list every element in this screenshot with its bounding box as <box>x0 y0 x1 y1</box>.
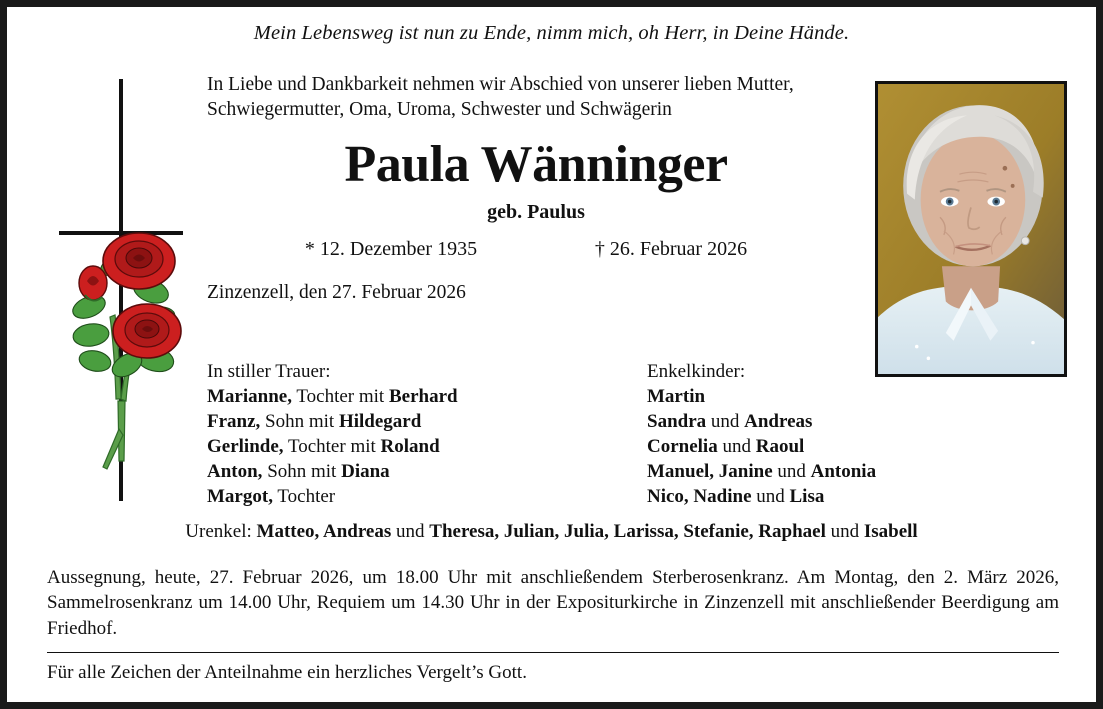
grandchild-row <box>647 384 1087 409</box>
mourner-row <box>207 484 647 509</box>
grandchild-row <box>647 434 1087 459</box>
mourner-row <box>207 459 647 484</box>
grandchild-name: Sandra <box>647 411 707 433</box>
mourner-partner: Roland <box>380 436 440 458</box>
grandchild-conjunction: und <box>751 486 790 508</box>
mourner-name: Gerlinde, <box>207 436 284 458</box>
notice-inner <box>7 7 1096 702</box>
funeral-details-text: Aussegnung, heute, 27. Februar 2026, um 18.00 Uhr mit anschließendem Sterberosenkranz. Am Montag, den 2. März 2026, Sammelrosenkranz um 14.00 Uhr, Requiem um 14.30 Uhr in der Expositurkirche in Zinzenzell mit anschließender Beerdigung am Friedhof. <box>47 567 1059 639</box>
grandchild-conjunction: und <box>706 411 745 433</box>
mourners-heading-family: In stiller Trauer: <box>207 361 331 382</box>
mourners-section <box>207 359 1087 509</box>
grandchild-row <box>647 409 1087 434</box>
mourner-relation: Tochter <box>272 486 336 508</box>
mourner-relation: Sohn mit <box>262 461 342 483</box>
main-text-block <box>207 73 865 304</box>
funeral-details <box>47 565 1059 641</box>
urenkel-label: Urenkel: <box>185 521 257 542</box>
mourner-name: Margot, <box>207 486 273 508</box>
mourner-name: Anton, <box>207 461 263 483</box>
mourners-column-grandchildren <box>647 359 1087 509</box>
memorial-quote: Mein Lebensweg ist nun zu Ende, nimm mich, oh Herr, in Deine Hände. <box>253 22 850 44</box>
rose-bud-left <box>79 266 107 301</box>
urenkel-group-3: Isabell <box>863 521 918 542</box>
mourner-partner: Diana <box>341 461 390 483</box>
urenkel-group-2: Theresa, Julian, Julia, Larissa, Stefanie, Raphael <box>429 521 826 542</box>
grandchild-name: Martin <box>647 386 706 408</box>
grandchild-partner: Raoul <box>755 436 805 458</box>
intro-text: In Liebe und Dankbarkeit nehmen wir Abschied von unserer lieben Mutter, Schwiegermutter, Oma, Uroma, Schwester und Schwägerin <box>207 74 794 120</box>
mourners-column-family <box>207 359 647 509</box>
mourner-row <box>207 434 647 459</box>
grandchild-partner: Lisa <box>789 486 825 508</box>
cross-with-roses-graphic <box>55 69 205 509</box>
portrait-photo <box>875 81 1067 377</box>
mourner-relation: Tochter mit <box>283 436 381 458</box>
mourner-name: Franz, <box>207 411 261 433</box>
deceased-name: Paula Wänninger <box>344 135 728 193</box>
mourners-heading-grandchildren: Enkelkinder: <box>647 361 746 382</box>
grandchild-row <box>647 484 1087 509</box>
grandchild-partner: Andreas <box>744 411 813 433</box>
great-grandchildren-line <box>7 521 1096 543</box>
rose-bloom-top <box>103 233 175 289</box>
mourner-partner: Hildegard <box>338 411 422 433</box>
place-and-date: Zinzenzell, den 27. Februar 2026 <box>207 282 466 304</box>
mourner-name: Marianne, <box>207 386 292 408</box>
urenkel-conjunction-2: und <box>825 521 864 542</box>
grandchild-conjunction: und <box>717 436 756 458</box>
grandchild-name: Cornelia <box>647 436 718 458</box>
mourner-relation: Sohn mit <box>260 411 339 433</box>
urenkel-conjunction-1: und <box>391 521 430 542</box>
divider-rule <box>47 652 1059 653</box>
grandchild-conjunction: und <box>772 461 811 483</box>
grandchild-row <box>647 459 1087 484</box>
mourner-row <box>207 384 647 409</box>
mourner-relation: Tochter mit <box>291 386 389 408</box>
birth-date: * 12. Dezember 1935 <box>304 238 478 261</box>
maiden-name: geb. Paulus <box>487 201 585 224</box>
grandchild-name: Manuel, Janine <box>647 461 773 483</box>
mourner-row <box>207 409 647 434</box>
death-date: † 26. Februar 2026 <box>594 238 748 261</box>
life-dates <box>207 238 865 261</box>
urenkel-group-1: Matteo, Andreas <box>256 521 392 542</box>
rose-bloom-middle <box>113 304 181 358</box>
mourner-partner: Berhard <box>388 386 458 408</box>
closing-thanks: Für alle Zeichen der Anteilnahme ein herzliches Vergelt’s Gott. <box>47 662 527 683</box>
grandchild-partner: Antonia <box>810 461 877 483</box>
grandchild-name: Nico, Nadine <box>647 486 752 508</box>
